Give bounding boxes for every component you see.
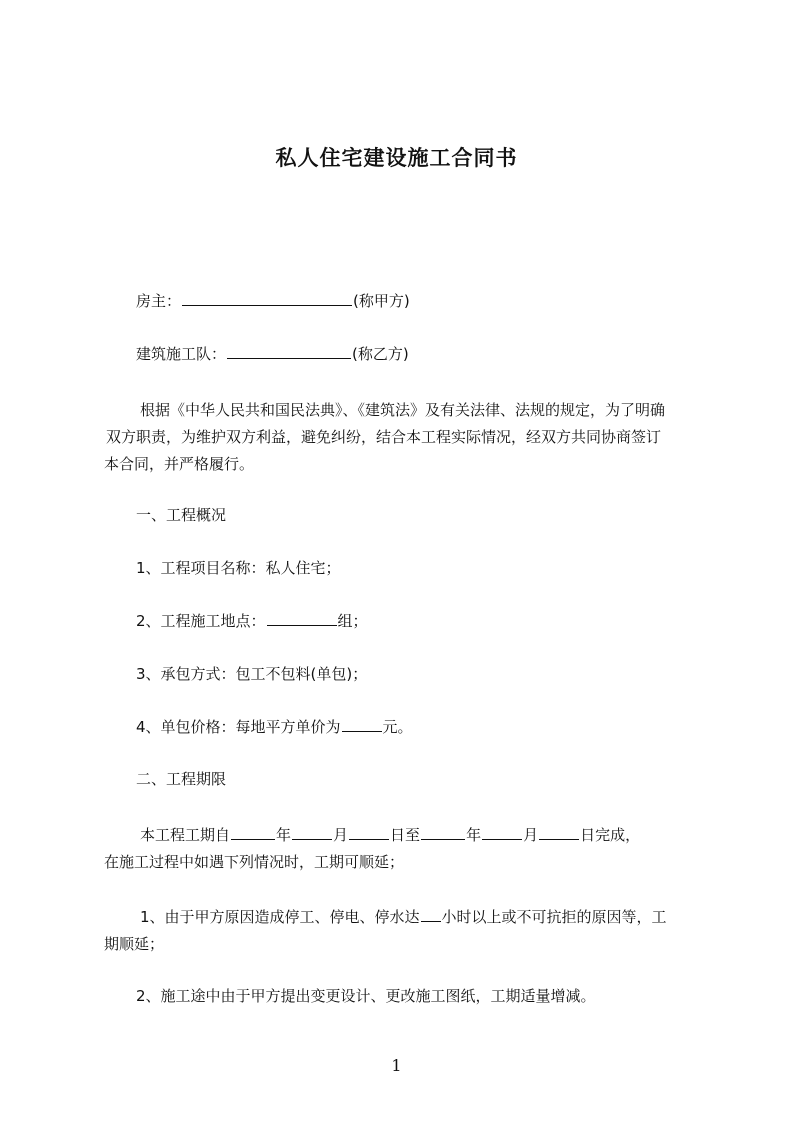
preamble-line-1: 根据《中华人民共和国民法典》、《建筑法》及有关法律、法规的规定，为了明确 bbox=[140, 401, 666, 419]
delay-condition-1-line-2: 期顺延； bbox=[104, 935, 165, 953]
start-year-label: 年 bbox=[276, 826, 292, 844]
preamble-line-2: 双方职责，为维护双方利益，避免纠纷，结合本工程实际情况，经双方共同协商签订 bbox=[106, 428, 662, 446]
condition-1-suffix: 小时以上或不可抗拒的原因等，工 bbox=[441, 908, 667, 926]
start-day-blank bbox=[349, 825, 389, 840]
document-title: 私人住宅建设施工合同书 bbox=[275, 146, 518, 170]
price-suffix: 元。 bbox=[382, 718, 413, 736]
day-done-label: 日完成， bbox=[580, 826, 641, 844]
owner-blank bbox=[182, 291, 352, 306]
period-line-2: 在施工过程中如遇下列情况时，工期可顺延； bbox=[104, 853, 405, 871]
builder-blank bbox=[227, 344, 351, 359]
price-label: 4、单包价格：每地平方单价为 bbox=[136, 718, 341, 736]
preamble-line-3: 本合同，并严格履行。 bbox=[104, 455, 255, 473]
start-month-label: 月 bbox=[333, 826, 349, 844]
owner-line bbox=[136, 291, 410, 311]
section-heading-period: 二、工程期限 bbox=[136, 770, 227, 788]
overview-item-contract-mode: 3、承包方式：包工不包料(单包)； bbox=[136, 665, 368, 683]
overview-item-name: 1、工程项目名称：私人住宅； bbox=[136, 559, 341, 577]
day-to-label: 日至 bbox=[390, 826, 421, 844]
hours-blank bbox=[421, 907, 441, 922]
end-month-label: 月 bbox=[523, 826, 539, 844]
delay-condition-2: 2、施工途中由于甲方提出变更设计、更改施工图纸，工期适量增减。 bbox=[136, 987, 596, 1005]
section-heading-overview: 一、工程概况 bbox=[136, 506, 227, 524]
builder-label: 建筑施工队： bbox=[136, 345, 227, 363]
condition-1-prefix: 1、由于甲方原因造成停工、停电、停水达 bbox=[140, 908, 420, 926]
start-year-blank bbox=[231, 825, 275, 840]
builder-line bbox=[136, 344, 409, 364]
location-suffix: 组； bbox=[337, 612, 368, 630]
end-year-label: 年 bbox=[466, 826, 482, 844]
end-month-blank bbox=[482, 825, 522, 840]
delay-condition-1-line-1 bbox=[140, 907, 667, 927]
location-label: 2、工程施工地点： bbox=[136, 612, 266, 630]
overview-item-price bbox=[136, 717, 413, 737]
period-line-1 bbox=[140, 825, 640, 845]
start-month-blank bbox=[292, 825, 332, 840]
page-number: 1 bbox=[391, 1056, 402, 1075]
price-blank bbox=[342, 717, 382, 732]
owner-label: 房主： bbox=[136, 292, 182, 310]
end-day-blank bbox=[539, 825, 579, 840]
owner-suffix: (称甲方) bbox=[353, 292, 410, 310]
period-prefix: 本工程工期自 bbox=[140, 826, 231, 844]
location-blank bbox=[267, 611, 337, 626]
end-year-blank bbox=[421, 825, 465, 840]
builder-suffix: (称乙方) bbox=[352, 345, 409, 363]
overview-item-location bbox=[136, 611, 368, 631]
